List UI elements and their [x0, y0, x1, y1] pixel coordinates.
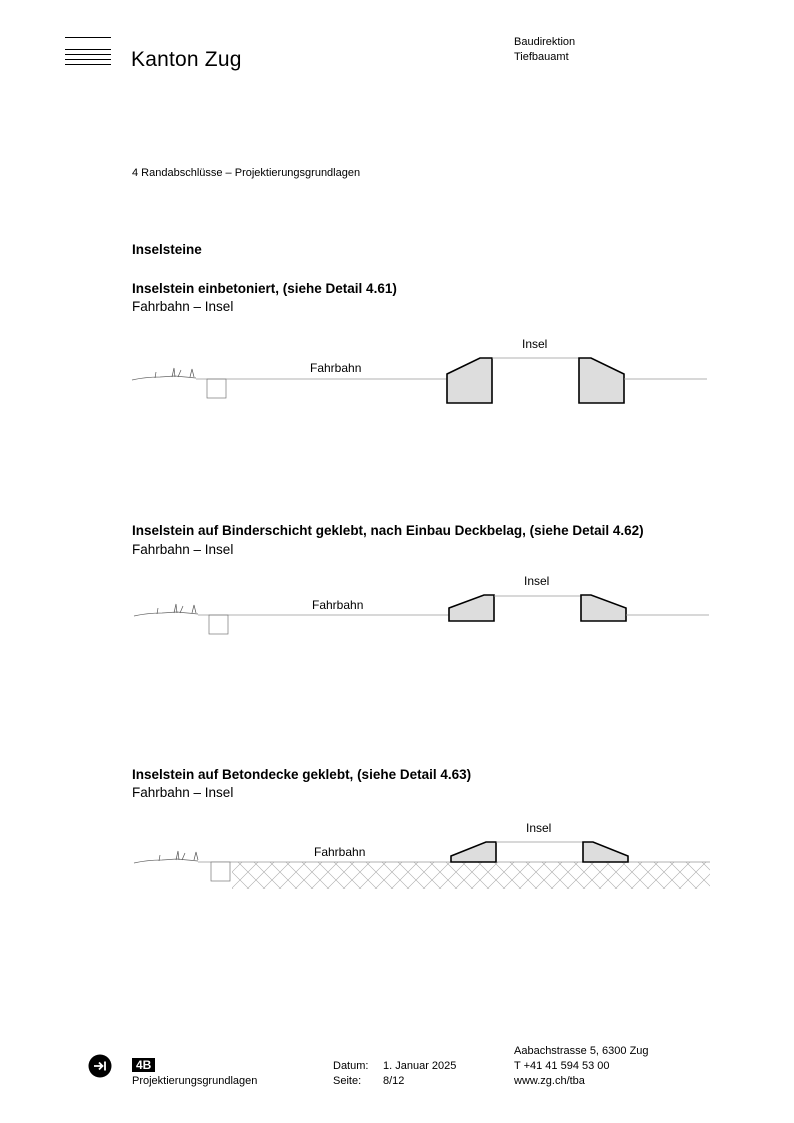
- figure-1-island-label: Insel: [522, 337, 548, 351]
- figure-1-drawing: [132, 358, 707, 403]
- logo-text: Kanton Zug: [131, 48, 242, 71]
- figure-2-island-label: Insel: [524, 574, 550, 588]
- figure-1-subtitle: Fahrbahn – Insel: [132, 299, 234, 314]
- address: Aabachstrasse 5, 6300 Zug: [514, 1045, 649, 1057]
- office-name: Tiefbauamt: [514, 51, 569, 63]
- department-name: Baudirektion: [514, 36, 576, 48]
- island-stone-right: [579, 358, 624, 403]
- website-link[interactable]: www.zg.ch/tba: [514, 1075, 585, 1087]
- phone: T +41 41 594 53 00: [514, 1060, 610, 1072]
- grass-tufts: [157, 604, 196, 614]
- figure-3-road-label: Fahrbahn: [314, 845, 366, 859]
- drain-box: [207, 379, 226, 398]
- figure-1-road-label: Fahrbahn: [310, 361, 362, 375]
- island-stone-right: [583, 842, 628, 862]
- arrow-circle-icon: [88, 1054, 112, 1078]
- island-stone-left: [447, 358, 492, 403]
- island-stone-right: [581, 595, 626, 621]
- grass-tufts: [155, 368, 194, 378]
- figure-2-subtitle: Fahrbahn – Insel: [132, 542, 234, 557]
- figure-1-title: Inselstein einbetoniert, (siehe Detail 4.61): [132, 281, 397, 296]
- page-value: 8/12: [383, 1075, 405, 1087]
- section-title: Inselsteine: [132, 242, 202, 257]
- date-value: 1. Januar 2025: [383, 1060, 457, 1072]
- concrete-deck-hatch: [232, 862, 710, 889]
- contact-block: [514, 1044, 649, 1089]
- drain-box: [211, 862, 230, 881]
- drain-box: [209, 615, 228, 634]
- figure-3-subtitle: Fahrbahn – Insel: [132, 785, 234, 800]
- figure-2-drawing: [134, 595, 709, 634]
- grass-edge: [134, 612, 198, 616]
- grass-edge: [132, 376, 196, 380]
- island-stone-left: [449, 595, 494, 621]
- grass-edge: [134, 859, 198, 863]
- figure-2-road-label: Fahrbahn: [312, 598, 364, 612]
- figure-3-island-label: Insel: [526, 821, 552, 835]
- figure-2-title: Inselstein auf Binderschicht geklebt, nach Einbau Deckbelag, (siehe Detail 4.62): [132, 523, 644, 538]
- island-stone-left: [451, 842, 496, 862]
- footer-doc-name: Projektierungsgrundlagen: [132, 1075, 258, 1087]
- date-label: Datum:: [333, 1060, 369, 1072]
- page-label: Seite:: [333, 1075, 362, 1087]
- figure-3-drawing: [134, 842, 710, 889]
- chapter-heading: 4 Randabschlüsse – Projektierungsgrundlagen: [132, 167, 361, 179]
- figure-3-title: Inselstein auf Betondecke geklebt, (siehe Detail 4.63): [132, 767, 472, 782]
- chapter-badge: 4B: [132, 1058, 155, 1072]
